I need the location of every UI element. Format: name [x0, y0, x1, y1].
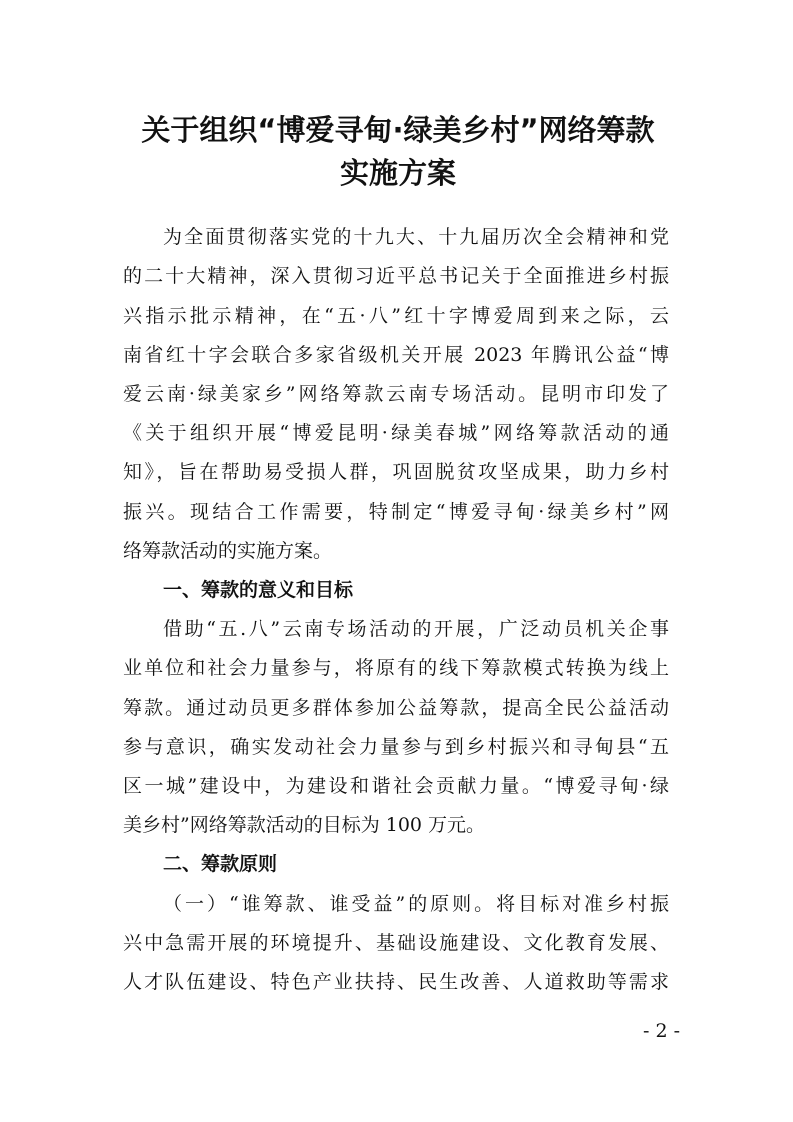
intro-line-1: 为全面贯彻落实党的十九大、十九届历次全会精神和党	[163, 226, 669, 248]
section-1-line-3: 筹款。通过动员更多群体参加公益筹款，提高全民公益活动	[123, 697, 669, 719]
intro-line-2: 的二十大精神，深入贯彻习近平总书记关于全面推进乡村振	[123, 265, 669, 287]
section-1-line-4: 参与意识，确实发动社会力量参与到乡村振兴和寻甸县“五	[123, 736, 669, 758]
section-2-line-2: 兴中急需开展的环境提升、基础设施建设、文化教育发展、	[123, 932, 669, 954]
section-2-heading: 二、筹款原则	[163, 853, 278, 875]
page-number: - 2 -	[642, 1020, 680, 1042]
section-1-heading: 一、筹款的意义和目标	[163, 579, 354, 601]
intro-line-5: 爱云南·绿美家乡”网络筹款云南专场活动。昆明市印发了	[123, 383, 669, 405]
intro-line-9: 络筹款活动的实施方案。	[123, 540, 333, 562]
section-1-line-2: 业单位和社会力量参与，将原有的线下筹款模式转换为线上	[123, 657, 669, 679]
section-2-line-1: （一）“谁筹款、谁受益”的原则。将目标对准乡村振	[163, 893, 669, 915]
intro-line-7: 知》，旨在帮助易受损人群，巩固脱贫攻坚成果，助力乡村	[123, 461, 669, 483]
section-1-line-6: 美乡村”网络筹款活动的目标为 100 万元。	[123, 814, 486, 836]
intro-line-8: 振兴。现结合工作需要，特制定“博爱寻甸·绿美乡村”网	[123, 501, 669, 523]
section-2-line-3: 人才队伍建设、特色产业扶持、民生改善、人道救助等需求	[123, 971, 669, 993]
intro-line-4: 南省红十字会联合多家省级机关开展 2023 年腾讯公益“博	[123, 344, 669, 366]
document-title-line-2: 实施方案	[339, 156, 456, 190]
section-1-line-1: 借助“五.八”云南专场活动的开展，广泛动员机关企事	[163, 618, 669, 640]
intro-line-6: 《关于组织开展“博爱昆明·绿美春城”网络筹款活动的通	[123, 422, 669, 444]
section-1-line-5: 区一城”建设中，为建设和谐社会贡献力量。“博爱寻甸·绿	[123, 775, 669, 797]
document-title-line-1: 关于组织“博爱寻甸·绿美乡村”网络筹款	[141, 113, 655, 147]
intro-line-3: 兴指示批示精神，在“五·八”红十字博爱周到来之际，云	[123, 305, 669, 327]
